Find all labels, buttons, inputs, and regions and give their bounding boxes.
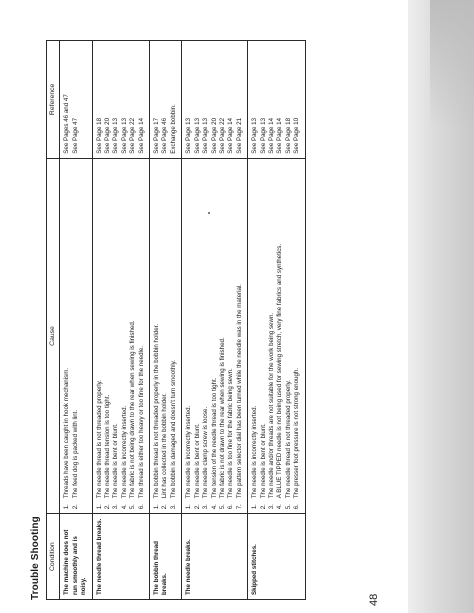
cause-cell — [60, 158, 92, 514]
cause-text: The tension of the needle thread is too tight. — [210, 377, 218, 499]
cause-text: The bobbin thread is not threaded properly in the bobbin holder. — [153, 323, 161, 499]
cause-number: 2. — [104, 504, 112, 510]
trouble-shooting-table — [46, 40, 306, 600]
cause-text: The needle is bent or blunt. — [259, 423, 267, 499]
cause-cell — [150, 158, 182, 514]
cause-text: A BLUE TIPPED needle is not being used for sewing stretch, very fine fabrics and synthetics. — [276, 243, 284, 499]
cause-text: The needle is bent or blunt. — [193, 423, 201, 499]
cause-text: The needle thread is not threaded properly. — [284, 380, 292, 499]
cause-number: 6. — [293, 504, 301, 510]
condition-cell: The needle thread breaks. — [92, 514, 149, 600]
cause-item — [161, 163, 169, 510]
header-cause: Cause — [47, 158, 60, 514]
cause-item — [129, 163, 137, 510]
cause-text: The presser foot pressure is not strong enough. — [293, 367, 301, 499]
header-reference: Reference — [47, 41, 60, 159]
cause-number: 4. — [210, 504, 218, 510]
condition-cell: The bobbin thread breaks. — [150, 514, 182, 600]
cause-item — [268, 163, 276, 510]
cause-item — [153, 163, 161, 510]
cause-item — [138, 163, 146, 510]
reference-item: See Page 21 — [235, 117, 243, 154]
reference-item: See Page 13 — [193, 117, 201, 154]
cause-text: The fabric is not drawn to the rear when sewing is finished. — [218, 337, 226, 499]
reference-item: See Page 13 — [251, 117, 259, 154]
condition-cell: The needle breaks. — [182, 514, 248, 600]
reference-cell — [182, 41, 248, 159]
cause-text: The needle is incorrectly inserted. — [185, 405, 193, 499]
cause-number: 2. — [71, 504, 79, 510]
cause-number: 4. — [276, 504, 284, 510]
cause-text: The needle and/or threads are not suitable for the work being sewn. — [267, 312, 275, 499]
reference-item: See Page 20 — [210, 117, 218, 154]
reference-item: See Page 20 — [104, 117, 112, 154]
cause-number: 5. — [284, 504, 292, 510]
cause-item — [260, 163, 268, 510]
reference-cell — [92, 41, 149, 159]
cause-number: 5. — [218, 504, 226, 510]
table-row — [60, 41, 92, 600]
reference-item: See Page 18 — [284, 117, 292, 154]
cause-item — [72, 163, 80, 510]
reference-cell — [60, 41, 92, 159]
cause-text: The needle thread is not threaded properly. — [95, 380, 103, 499]
table-row — [150, 41, 182, 600]
cause-text: The bobbin is damaged and doesn't turn smoothly. — [169, 359, 177, 499]
cause-item — [96, 163, 104, 510]
cause-number: 3. — [202, 504, 210, 510]
reference-item: See Page 22 — [129, 117, 137, 154]
cause-item — [236, 163, 244, 510]
cause-text: The needle is too fine for the fabric being sewn. — [227, 368, 235, 499]
reference-item: Exchange bobbin. — [169, 104, 177, 154]
cause-number: 7. — [235, 504, 243, 510]
page-heading: Trouble Shooting — [30, 516, 41, 600]
cause-text: The needle is bent or blunt. — [112, 423, 120, 499]
reference-item: See Page 13 — [202, 117, 210, 154]
cause-cell — [248, 158, 305, 514]
reference-item: See Page 13 — [185, 117, 193, 154]
cause-text: The fabric is not being drawn to the rear when sewing is finished. — [129, 320, 137, 499]
cause-item — [194, 163, 202, 510]
reference-item: See Page 14 — [137, 117, 145, 154]
scan-shadow-top — [430, 0, 474, 130]
reference-item: See Page 14 — [227, 117, 235, 154]
cause-text: The needle is incorrectly inserted. — [251, 405, 259, 499]
cause-item — [211, 163, 219, 510]
cause-text: The needle clamp screw is loose. — [202, 406, 210, 499]
condition-cell: The machine does not run smoothly and is noisy. — [60, 514, 92, 600]
header-condition: Condition — [47, 514, 60, 600]
table-row — [182, 41, 248, 600]
cause-text: Lint has collected in the bobbin holder. — [161, 393, 169, 499]
reference-item: See Page 13 — [259, 117, 267, 154]
cause-item — [227, 163, 235, 510]
cause-text: Threads have been caught in hook mechanism. — [63, 367, 71, 499]
cause-item — [121, 163, 129, 510]
rotated-document-page — [30, 40, 394, 606]
cause-item — [63, 163, 71, 510]
cause-item — [285, 163, 293, 510]
cause-item — [202, 163, 210, 510]
reference-item: See Pages 46 and 47 — [63, 94, 71, 154]
reference-cell — [150, 41, 182, 159]
condition-cell: Skipped stitches. — [248, 514, 305, 600]
reference-item: See Page 10 — [293, 117, 301, 154]
cause-text: The feed dog is packed with lint. — [71, 409, 79, 499]
reference-item: See Page 22 — [218, 117, 226, 154]
cause-number: 5. — [129, 504, 137, 510]
cause-number: 1. — [63, 504, 71, 510]
reference-item: See Page 17 — [153, 117, 161, 154]
cause-cell — [92, 158, 149, 514]
table-row — [248, 41, 305, 600]
table-row — [92, 41, 149, 600]
cause-text: The needle is incorrectly inserted. — [120, 405, 128, 499]
cause-item — [104, 163, 112, 510]
cause-item — [112, 163, 120, 510]
cause-number: 4. — [120, 504, 128, 510]
cause-number: 1. — [185, 504, 193, 510]
reference-item: See Page 47 — [71, 117, 79, 154]
cause-item — [170, 163, 178, 510]
cause-number: 1. — [95, 504, 103, 510]
cause-item — [185, 163, 193, 510]
cause-number: 2. — [161, 504, 169, 510]
page-number: 48 — [368, 593, 380, 606]
cause-item — [251, 163, 259, 510]
cause-number: 1. — [251, 504, 259, 510]
cause-text: The pattern selector dial has been turned while the needle was in the material. — [235, 283, 243, 499]
cause-item — [276, 163, 284, 510]
cause-number: 3. — [112, 504, 120, 510]
cause-item — [293, 163, 301, 510]
cause-text: The needle thread tension is too tight. — [104, 394, 112, 499]
cause-cell — [182, 158, 248, 514]
cause-number: 6. — [227, 504, 235, 510]
cause-number: 3. — [169, 504, 177, 510]
cause-number: 6. — [137, 504, 145, 510]
reference-item: See Page 14 — [267, 117, 275, 154]
table-header-row — [47, 41, 60, 600]
cause-text: The thread is either too heavy or too fine for the needle. — [137, 345, 145, 499]
reference-item: See Page 18 — [95, 117, 103, 154]
reference-item: See Page 46 — [161, 117, 169, 154]
cause-number: 2. — [259, 504, 267, 510]
cause-number: 2. — [193, 504, 201, 510]
cause-number: 3. — [267, 504, 275, 510]
reference-item: See Page 14 — [276, 117, 284, 154]
cause-item — [219, 163, 227, 510]
cause-number: 1. — [153, 504, 161, 510]
reference-item: See Page 13 — [112, 117, 120, 154]
reference-item: See Page 13 — [120, 117, 128, 154]
reference-cell — [248, 41, 305, 159]
